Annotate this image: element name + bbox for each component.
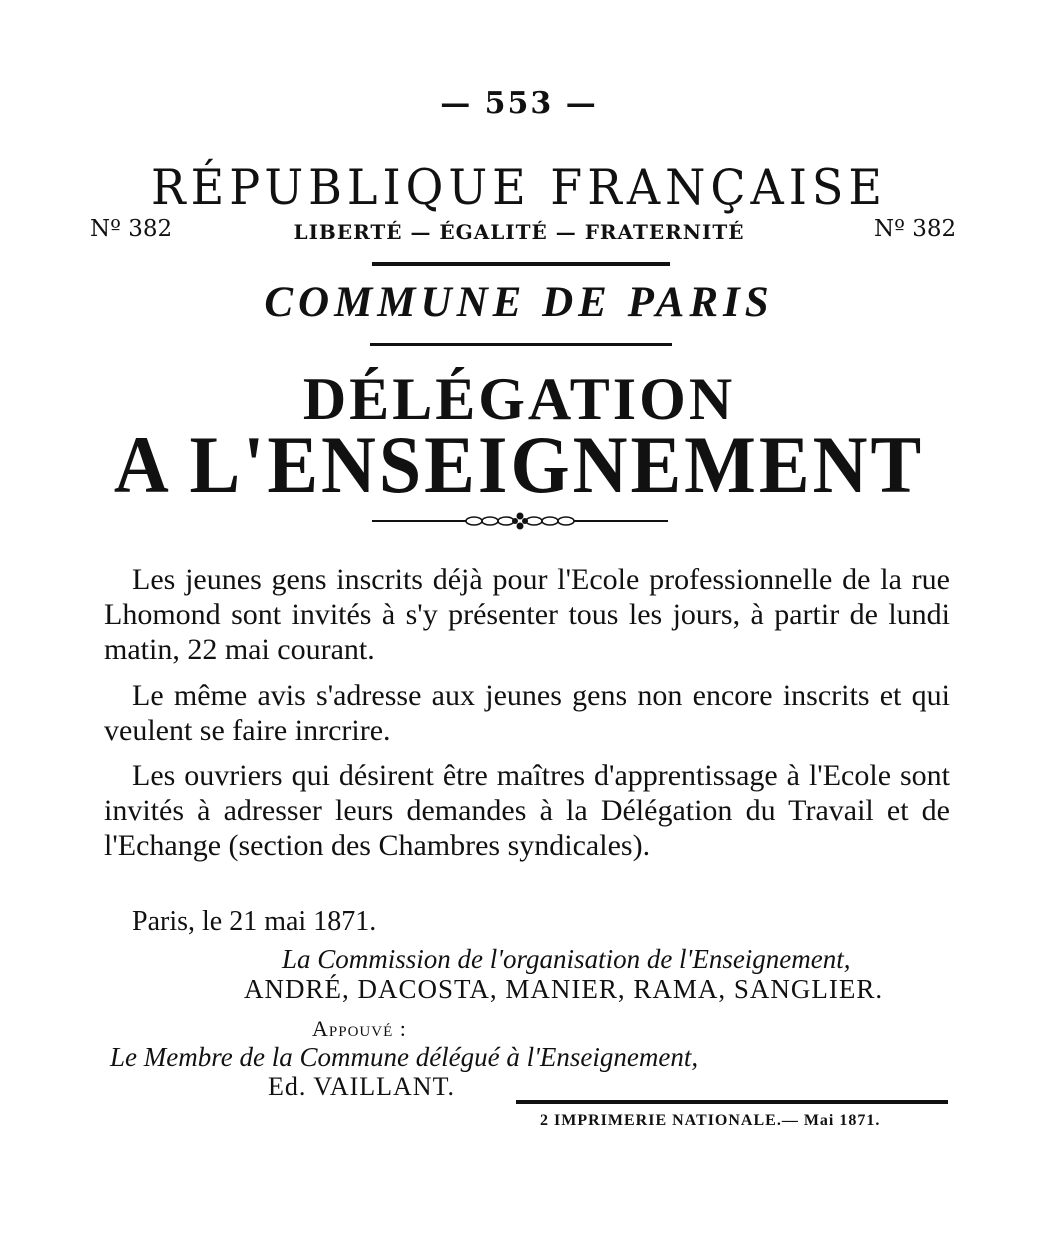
body-paragraph: Les jeunes gens inscrits déjà pour l'Ecole professionnelle de la rue Lhomond sont invités à s'y présenter tous les jours, à partir de lundi matin, 22 mai courant. <box>104 563 950 666</box>
enseignement-heading: A L'ENSEIGNEMENT <box>113 419 925 511</box>
date-line: Paris, le 21 mai 1871. <box>132 906 377 937</box>
divider-rule <box>372 262 670 266</box>
body-paragraph: Le même avis s'adresse aux jeunes gens non encore inscrits et qui veulent se faire inrcrire. <box>104 679 950 747</box>
delegation-heading: DÉLÉGATION <box>302 366 736 432</box>
body-paragraph: Les ouvriers qui désirent être maîtres d'apprentissage à l'Ecole sont invités à adresser leurs demandes à la Délégation du Travail et de l'Echange (section des Chambres syndicales). <box>104 759 950 862</box>
divider-rule <box>370 343 672 346</box>
delegate-title: Le Membre de la Commune délégué à l'Enseignement, <box>110 1042 699 1072</box>
page-number: — 553 — <box>440 86 598 121</box>
printer-imprint: 2 IMPRIMERIE NATIONALE.— Mai 1871. <box>540 1112 881 1129</box>
commune-title: COMMUNE DE PARIS <box>264 279 774 326</box>
republic-title: RÉPUBLIQUE FRANÇAISE <box>150 158 888 216</box>
commission-names: ANDRÉ, DACOSTA, MANIER, RAMA, SANGLIER. <box>244 974 884 1004</box>
approved-label: Appouvé : <box>312 1016 407 1041</box>
footer-rule <box>516 1100 948 1104</box>
ornament-divider <box>372 511 668 531</box>
delegate-name: Ed. VAILLANT. <box>268 1072 456 1101</box>
motto: LIBERTÉ — ÉGALITÉ — FRATERNITÉ <box>293 220 745 244</box>
poster-number-right: Nº 382 <box>874 216 957 242</box>
poster-number-left: Nº 382 <box>90 216 173 242</box>
commission-title: La Commission de l'organisation de l'Enseignement, <box>282 944 851 974</box>
